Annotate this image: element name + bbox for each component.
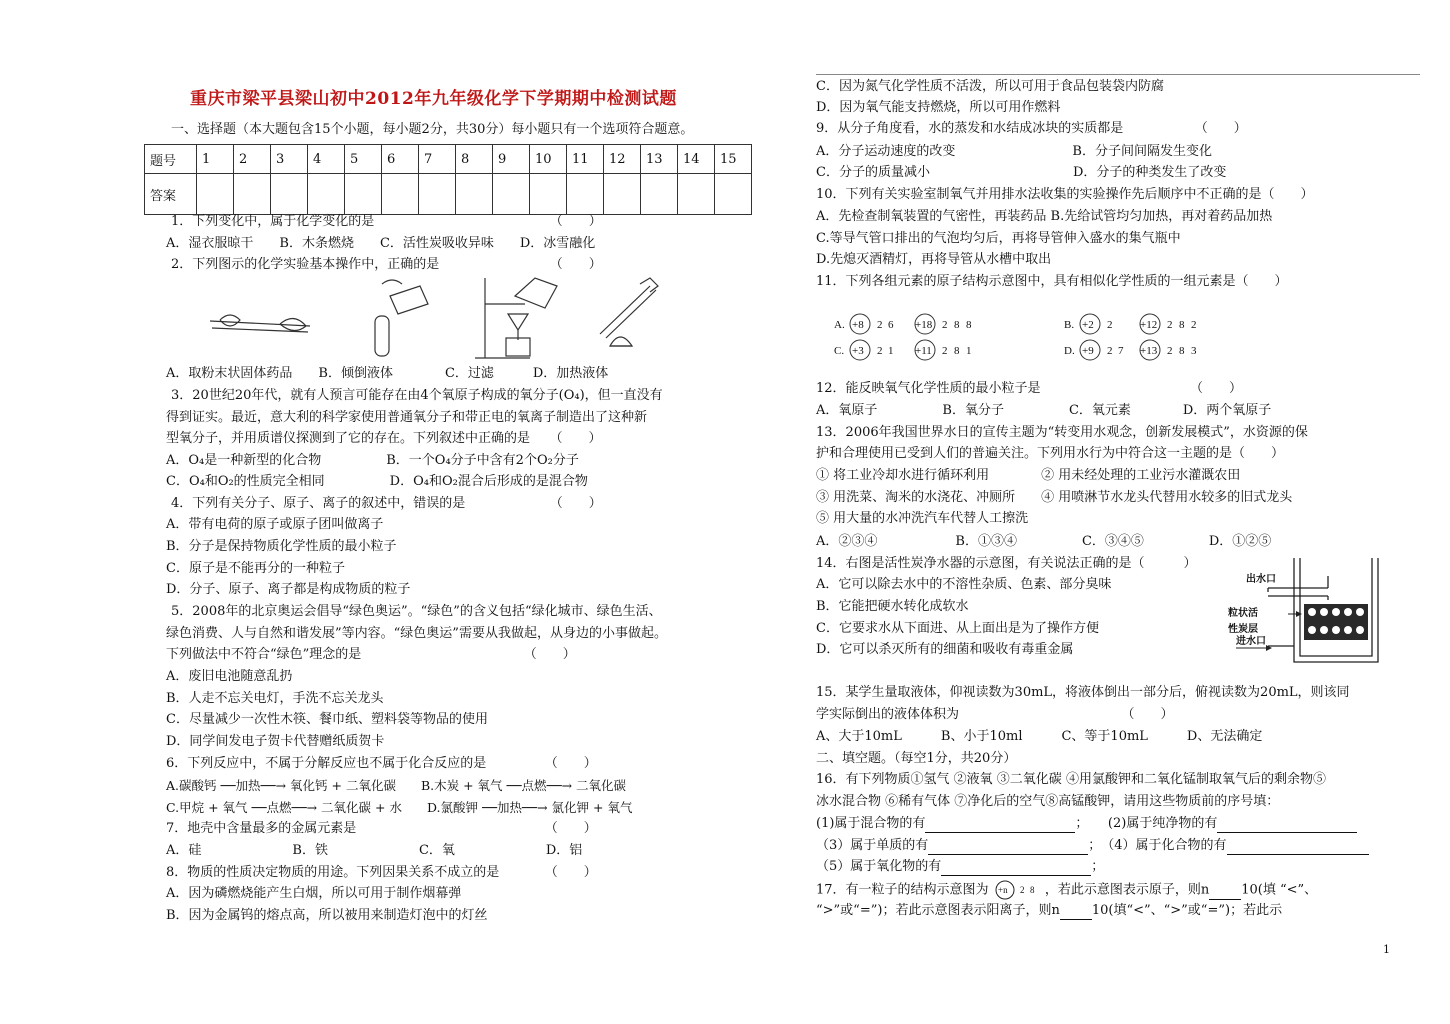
svg-text:+8: +8 (852, 319, 864, 331)
table-cell: 3 (271, 145, 308, 174)
answer-cell[interactable] (382, 174, 419, 215)
question-line: D．同学间发电子贺卡代替赠纸质贺卡 (166, 734, 385, 749)
question-line: C．原子是不能再分的一种粒子 (166, 561, 345, 576)
question-line: 13．2006年我国世界水日的宣传主题为“转变用水观念，创新发展模式”，水资源的保 (816, 425, 1308, 440)
option-label: A. (834, 319, 845, 331)
table-cell: 7 (419, 145, 456, 174)
answer-cell[interactable] (567, 174, 604, 215)
question-line: C．分子的质量减小 D．分子的种类发生了改变 (816, 165, 1227, 180)
svg-text:2: 2 (1191, 319, 1197, 331)
question-line: B．分子是保持物质化学性质的最小粒子 (166, 539, 397, 554)
question-line: 绿色消费、人与自然和谐发展”等内容。“绿色奥运”需要从我做起，从身边的小事做起。 (166, 626, 667, 641)
question-line: A．废旧电池随意乱扔 (166, 669, 293, 684)
question-line: 15．某学生量取液体，仰视读数为30mL，将液体倒出一部分后，俯视读数为20mL，则该同 (816, 685, 1350, 700)
fill-line: (1)属于混合物的有 ； (2)属于纯净物的有 (816, 815, 1357, 833)
question-line: ① 将工业冷却水进行循环利用 ② 用未经处理的工业污水灌溉农田 (816, 468, 1241, 483)
answer-cell[interactable] (234, 174, 271, 215)
svg-text:2: 2 (942, 319, 948, 331)
answer-cell[interactable] (419, 174, 456, 215)
question-line: 冰水混合物 ⑥稀有气体 ⑦净化后的空气⑧高锰酸钾，请用这些物质前的序号填： (816, 794, 1280, 809)
answer-blank[interactable] (1209, 885, 1241, 900)
question-line: ③ 用洗菜、淘米的水浇花、冲厕所 ④ 用喷淋节水龙头代替用水较多的旧式龙头 (816, 490, 1293, 505)
question-line: B．因为金属钨的熔点高，所以被用来制造灯泡中的灯丝 (166, 908, 488, 923)
svg-text:出水口: 出水口 (1246, 574, 1276, 585)
table-cell: 11 (567, 145, 604, 174)
question-line: 11．下列各组元素的原子结构示意图中，具有相似化学性质的一组元素是（ ） (816, 274, 1288, 289)
svg-text:+9: +9 (1082, 345, 1094, 357)
answer-blank[interactable] (928, 840, 1088, 855)
table-cell: 9 (493, 145, 530, 174)
question-line: A．分子运动速度的改变 B．分子间间隔发生变化 (816, 144, 1212, 159)
answer-cell[interactable] (197, 174, 234, 215)
question-line: 12．能反映氧气化学性质的最小粒子是 （ ） (816, 381, 1243, 396)
question-line: 8．物质的性质决定物质的用途。下列因果关系不成立的是 （ ） (166, 865, 597, 880)
svg-text:+13: +13 (1140, 345, 1158, 357)
question-line: D．它可以杀灭所有的细菌和吸收有毒重金属 (816, 642, 1074, 657)
svg-text:8: 8 (954, 345, 960, 357)
svg-text:+2: +2 (1082, 319, 1094, 331)
table-cell: 1 (197, 145, 234, 174)
answer-cell[interactable] (604, 174, 641, 215)
svg-text:性炭层: 性炭层 (1228, 624, 1258, 635)
section-heading: 二、填空题。（每空1分，共20分） (816, 751, 1017, 766)
svg-text:8: 8 (1029, 885, 1035, 895)
question-line: A．因为磷燃烧能产生白烟，所以可用于制作烟幕弹 (166, 886, 462, 901)
svg-text:2: 2 (1107, 319, 1113, 331)
answer-cell[interactable] (641, 174, 678, 215)
atom-structure-diagrams (830, 306, 1230, 366)
question-line: C．O₄和O₂的性质完全相同 D．O₄和O₂混合后形成的是混合物 (166, 474, 588, 489)
water-purifier-diagram (1228, 556, 1398, 668)
table-cell: 6 (382, 145, 419, 174)
question-line: 6．下列反应中，不属于分解反应也不属于化合反应的是 （ ） (166, 756, 597, 771)
question-line: “>”或“=”)；若此示意图表示阳离子，则n 10(填“<”、“>”或“=”)；若此示 (816, 903, 1283, 918)
table-row (145, 174, 752, 215)
question-line: A.碳酸钙 ──加热──→ 氧化钙 + 二氧化碳 B.木炭 + 氧气 ──点燃──→ 二氧化碳 (166, 778, 627, 793)
question-line: C.甲烷 + 氧气 ──点燃──→ 二氧化碳 + 水 D.氯酸钾 ──加热──→ 氯化钾 + 氧气 (166, 800, 633, 815)
svg-text:D.: D. (1064, 345, 1075, 357)
svg-text:1: 1 (888, 345, 894, 357)
table-cell: 5 (345, 145, 382, 174)
answer-cell[interactable] (271, 174, 308, 215)
question-line: 16．有下列物质①氢气 ②液氧 ③二氧化碳 ④用氯酸钾和二氧化锰制取氧气后的剩余物⑤ (816, 772, 1326, 787)
svg-text:1: 1 (966, 345, 972, 357)
question-line: 护和合理使用已受到人们的普遍关注。下列用水行为中符合这一主题的是（ ） (816, 446, 1285, 461)
question-line: A．先检查制氧装置的气密性，再装药品 B.先给试管均匀加热，再对着药品加热 (816, 209, 1273, 224)
answer-cell[interactable] (308, 174, 345, 215)
table-cell: 2 (234, 145, 271, 174)
question-line: C.等导气管口排出的气泡均匀后，再将导管伸入盛水的集气瓶中 (816, 231, 1181, 246)
svg-text:2: 2 (877, 319, 883, 331)
question-line: B．它能把硬水转化成软水 (816, 599, 969, 614)
question-line: 2．下列图示的化学实验基本操作中，正确的是 （ ） (171, 257, 602, 272)
answer-cell[interactable] (530, 174, 567, 215)
question-line: 得到证实。最近，意大利的科学家使用普通氧分子和带正电的氧离子制造出了这种新 (166, 410, 648, 425)
table-cell: 10 (530, 145, 567, 174)
particle-diagram (993, 880, 1041, 900)
question-line: 9．从分子角度看，水的蒸发和水结成冰块的实质都是 （ ） (816, 121, 1247, 136)
svg-text:8: 8 (1179, 345, 1185, 357)
answer-cell[interactable] (715, 174, 752, 215)
question-line: ⑤ 用大量的水冲洗汽车代替人工擦洗 (816, 511, 1029, 526)
svg-text:6: 6 (888, 319, 894, 331)
svg-text:粒状活: 粒状活 (1228, 608, 1258, 619)
svg-text:3: 3 (1191, 345, 1197, 357)
svg-text:2: 2 (1167, 345, 1173, 357)
question-line: A．取粉末状固体药品 B．倾倒液体 C．过滤 D．加热液体 (166, 366, 609, 381)
question-line: C．因为氮气化学性质不活泼，所以可用于食品包装袋内防腐 (816, 79, 1164, 94)
question-line: B．人走不忘关电灯，手洗不忘关龙头 (166, 691, 384, 706)
question-line: 3．20世纪20年代，就有人预言可能存在由4个氧原子构成的氧分子(O₄)，但一直没有 (171, 388, 663, 403)
question-line: A．湿衣服晾干 B．木条燃烧 C．活性炭吸收异味 D．冰雪融化 (166, 236, 596, 251)
svg-text:+n: +n (997, 885, 1008, 895)
question-line: 5．2008年的北京奥运会倡导“绿色奥运”。“绿色”的含义包括“绿化城市、绿色生活、 (171, 604, 662, 619)
svg-text:2: 2 (1019, 885, 1025, 895)
page-number: 1 (1383, 943, 1390, 956)
table-header-cell: 答案 (145, 174, 197, 215)
question-line: 4．下列有关分子、原子、离子的叙述中，错误的是 （ ） (171, 496, 602, 511)
header-rule (816, 74, 1420, 75)
svg-text:7: 7 (1118, 345, 1124, 357)
question-line: 下列做法中不符合“绿色”理念的是 （ ） (166, 647, 576, 662)
question-line: A、大于10mL B、小于10ml C、等于10mL D、无法确定 (816, 729, 1263, 744)
svg-text:进水口: 进水口 (1236, 636, 1266, 647)
svg-text:2: 2 (942, 345, 948, 357)
answer-blank[interactable] (1217, 818, 1357, 833)
page-title: 重庆市梁平县梁山初中2012年九年级化学下学期期中检测试题 (190, 89, 677, 109)
answer-cell[interactable] (678, 174, 715, 215)
svg-text:8: 8 (1179, 319, 1185, 331)
table-row (145, 145, 752, 174)
svg-text:B.: B. (1064, 319, 1075, 331)
question-line: A．氧原子 B．氧分子 C．氧元素 D．两个氧原子 (816, 403, 1272, 418)
table-cell: 12 (604, 145, 641, 174)
svg-text:2: 2 (1107, 345, 1113, 357)
fill-line: （5）属于氧化物的有 ； (816, 859, 1105, 874)
question-line: 7．地壳中含量最多的金属元素是 （ ） (166, 821, 597, 836)
svg-text:C.: C. (834, 345, 845, 357)
table-cell: 15 (715, 145, 752, 174)
table-cell: 14 (678, 145, 715, 174)
question-line: C．它要求水从下面进、从上面出是为了操作方便 (816, 621, 1099, 636)
svg-text:8: 8 (966, 319, 972, 331)
svg-text:2: 2 (877, 345, 883, 357)
question-line: 17．有一粒子的结构示意图为 +n 2 8 ，若此示意图表示原子，则n 10(填 “<”、 (816, 880, 1317, 900)
table-cell: 8 (456, 145, 493, 174)
svg-text:+18: +18 (915, 319, 933, 331)
question-line: 学实际倒出的液体体积为 （ ） (816, 707, 1174, 722)
table-cell: 4 (308, 145, 345, 174)
answer-cell[interactable] (493, 174, 530, 215)
question-line: A．O₄是一种新型的化合物 B．一个O₄分子中含有2个O₂分子 (166, 453, 579, 468)
answer-table (144, 144, 752, 215)
answer-cell[interactable] (345, 174, 382, 215)
question-line: 1．下列变化中，属于化学变化的是 （ ） (171, 214, 602, 229)
answer-blank[interactable] (925, 818, 1075, 833)
svg-text:8: 8 (954, 319, 960, 331)
fill-line: （3）属于单质的有 ； （4）属于化合物的有 (816, 837, 1369, 855)
lab-operations-figure (200, 276, 660, 360)
question-line: D.先熄灭酒精灯，再将导管从水槽中取出 (816, 252, 1052, 267)
table-cell: 13 (641, 145, 678, 174)
svg-text:2: 2 (1167, 319, 1173, 331)
question-line: 10．下列有关实验室制氧气并用排水法收集的实验操作先后顺序中不正确的是（ ） (816, 187, 1314, 202)
answer-blank[interactable] (1060, 905, 1092, 920)
answer-blank[interactable] (1227, 840, 1369, 855)
svg-text:+11: +11 (915, 345, 932, 357)
question-line: A．带有电荷的原子或原子团叫做离子 (166, 517, 384, 532)
question-line: 14．右图是活性炭净水器的示意图，有关说法正确的是（ ） (816, 556, 1197, 571)
question-line: C．尽量减少一次性木筷、餐巾纸、塑料袋等物品的使用 (166, 712, 488, 727)
question-line: A．它可以除去水中的不溶性杂质、色素、部分臭味 (816, 577, 1112, 592)
question-line: D．分子、原子、离子都是构成物质的粒子 (166, 582, 411, 597)
svg-text:+12: +12 (1140, 319, 1158, 331)
section-heading: 一、选择题（本大题包含15个小题，每小题2分，共30分）每小题只有一个选项符合题意。 (171, 122, 694, 137)
question-line: A．硅 B．铁 C．氧 D．铝 (166, 843, 583, 858)
answer-blank[interactable] (941, 861, 1091, 876)
answer-cell[interactable] (456, 174, 493, 215)
table-header-cell: 题号 (145, 145, 197, 174)
question-line: A．②③④ B．①③④ C．③④⑤ D．①②⑤ (816, 534, 1272, 549)
question-line: D．因为氧气能支持燃烧，所以可用作燃料 (816, 100, 1061, 115)
svg-text:+3: +3 (852, 345, 864, 357)
question-line: 型氧分子，并用质谱仪探测到了它的存在。下列叙述中正确的是 （ ） (166, 431, 602, 446)
